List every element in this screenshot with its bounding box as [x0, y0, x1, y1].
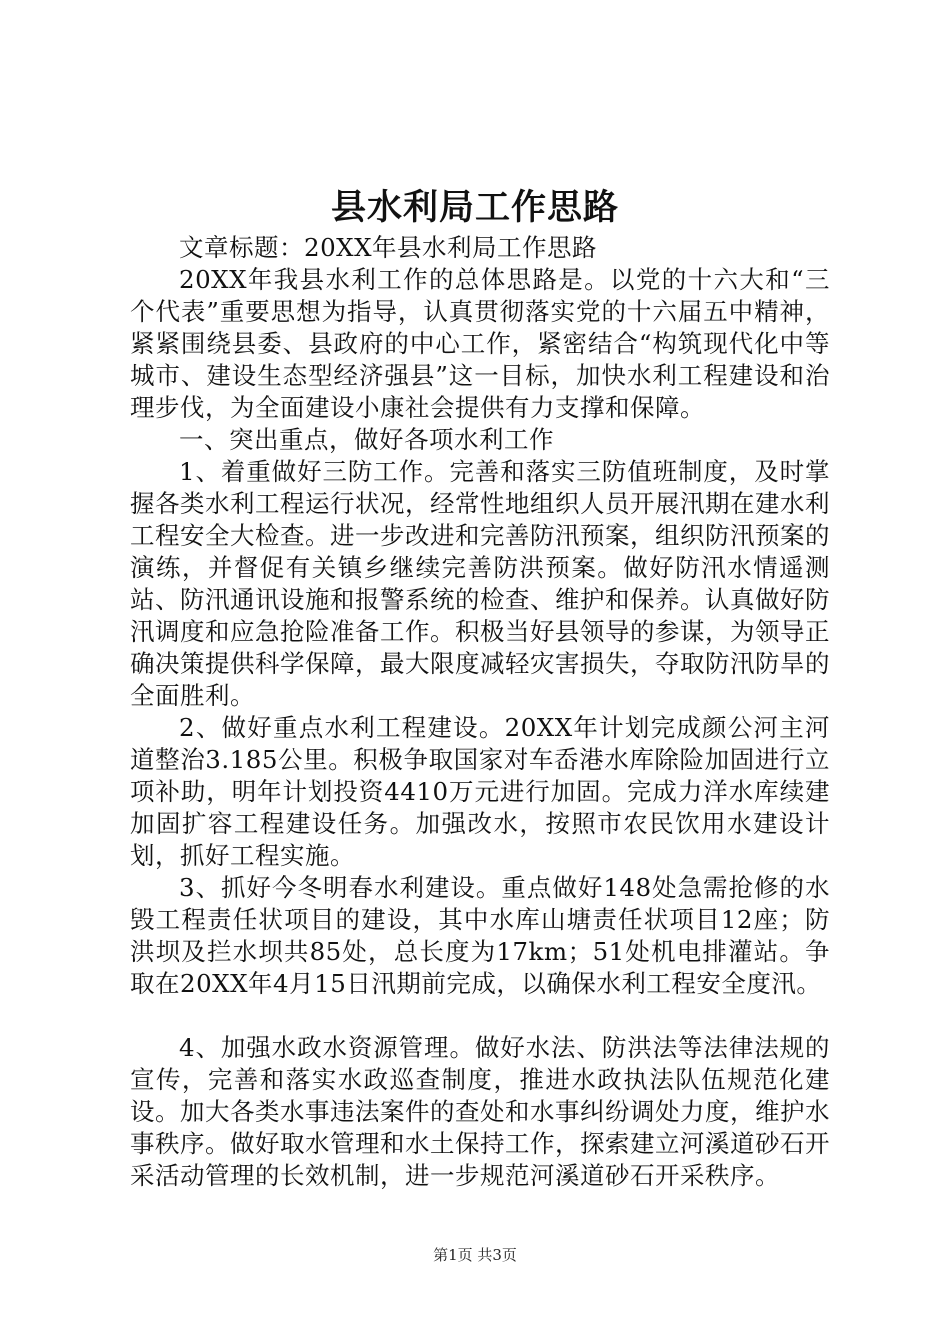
page-footer: 第1页 共3页	[433, 1246, 517, 1264]
section-heading: 一、突出重点，做好各项水利工作	[179, 425, 554, 454]
paragraph-item-1: 1、着重做好三防工作。完善和落实三防值班制度，及时掌握各类水利工程运行状况，经常性地组织人员开展汛期在建水利工程安全大检查。进一步改进和完善防汛预案，组织防汛预案的演练，并督促有关镇乡继续完善防洪预案。做好防汛水情遥测站、防汛通讯设施和报警系统的检查、维护和保养。认真做好防汛调度和应急抢险准备工作。积极当好县领导的参谋，为领导正确决策提供科学保障，最大限度减轻灾害损失，夺取防汛防旱的全面胜利。	[130, 457, 830, 710]
paragraph-item-4: 4、加强水政水资源管理。做好水法、防洪法等法律法规的宣传，完善和落实水政巡查制度，推进水政执法队伍规范化建设。加大各类水事违法案件的查处和水事纠纷调处力度，维护水事秩序。做好取水管理和水土保持工作，探索建立河溪道砂石开采活动管理的长效机制，进一步规范河溪道砂石开采秩序。	[130, 1033, 830, 1190]
document-body	[130, 232, 830, 1192]
article-heading-line: 文章标题：20XX年县水利局工作思路	[179, 233, 598, 262]
document-title: 县水利局工作思路	[330, 187, 619, 228]
intro-paragraph: 20XX年我县水利工作的总体思路是。以党的十六大和“三个代表”重要思想为指导，认真贯彻落实党的十六届五中精神，紧紧围绕县委、县政府的中心工作，紧密结合“构筑现代化中等城市、建设生态型经济强县”这一目标，加快水利工程建设和治理步伐，为全面建设小康社会提供有力支撑和保障。	[130, 265, 830, 422]
paragraph-item-2: 2、做好重点水利工程建设。20XX年计划完成颜公河主河道整治3.185公里。积极争取国家对车岙港水库除险加固进行立项补助，明年计划投资4410万元进行加固。完成力洋水库续建加固扩容工程建设任务。加强改水，按照市农民饮用水建设计划，抓好工程实施。	[130, 713, 830, 870]
paragraph-item-3: 3、抓好今冬明春水利建设。重点做好148处急需抢修的水毁工程责任状项目的建设，其中水库山塘责任状项目12座；防洪坝及拦水坝共85处，总长度为17km；51处机电排灌站。争取在20XX年4月15日汛期前完成，以确保水利工程安全度汛。	[130, 873, 830, 998]
